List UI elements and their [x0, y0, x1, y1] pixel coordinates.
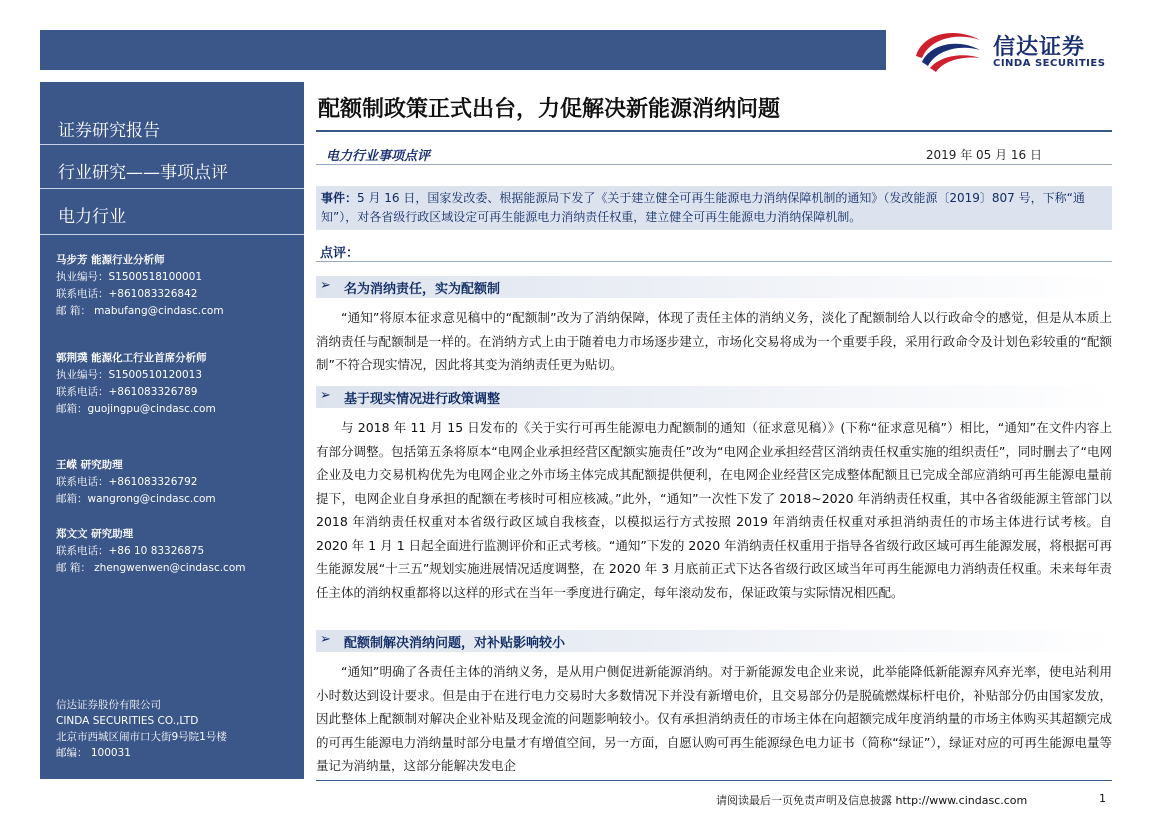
event-label: 事件： — [321, 191, 358, 205]
analyst-email: 邮 箱： mabufang@cindasc.com — [56, 305, 224, 317]
analyst-email: 邮 箱： zhengwenwen@cindasc.com — [56, 562, 246, 574]
header-bar — [40, 30, 886, 70]
section-title: 基于现实情况进行政策调整 — [344, 392, 501, 407]
arrow-bullet-icon: ➢ — [320, 388, 331, 403]
analyst-id: 执业编号：S1500510120013 — [56, 369, 203, 381]
comment-header — [316, 238, 1112, 262]
analyst-phone: 联系电话：+861083326842 — [56, 288, 198, 300]
company-name-cn: 信达证券股份有限公司 — [56, 699, 161, 711]
cinda-logo — [912, 26, 1127, 74]
analyst-card — [56, 350, 216, 418]
footer-divider — [316, 780, 1112, 781]
report-title: 配额制政策正式出台，力促解决新能源消纳问题 — [318, 97, 781, 122]
page-number: 1 — [1099, 792, 1106, 805]
logo-english-text: CINDA SECURITIES — [993, 58, 1106, 69]
analyst-name: 郑文文 研究助理 — [56, 528, 134, 540]
section-paragraph: 与 2018 年 11 月 15 日发布的《关于实行可再生能源电力配额制的通知（征求意见稿）》(下称“征求意见稿”）相比，“通知”在文件内容上有部分调整。包括第五条将原本“电网企业承担经营区配额实施责任”改为“电网企业承担经营区消纳责任权重实施的组织责任”，同时删去了“电网企业及电力交易机构优先为电网企业之外市场主体完成其配额提供便利，在电网企业经营区完成整体配额且已完成全部应消纳可再生能源电量前提下，电网企业自身承担的配额在考核时可相应核减。”此外，“通知”一次性下发了 2018~2020 年消纳责任权重，其中各省级能源主管部门以 2018 年消纳责任权重对本省级行政区域自我核查，以模拟运行方式按照 2019 年消纳责任权重对承担消纳责任的市场主体进行试考核。自 2020 年 1 月 1 日起全面进行监测评价和正式考核。“通知”下发的 2020 年消纳责任权重用于指导各省级行政区域可再生能源发展，将根据可再生能源发展“十三五”规划实施进展情况适度调整，在 2020 年 3 月底前正式下达各省级行政区域当年可再生能源电力消纳责任权重。未来每年责任主体的消纳权重都将以这样的形式在当年一季度进行确定，每年滚动发布，保证政策与实际情况相匹配。 — [316, 420, 1112, 600]
analyst-phone: 联系电话：+861083326789 — [56, 386, 198, 398]
sidebar-divider — [40, 144, 304, 145]
section-heading — [316, 276, 1112, 298]
sidebar-divider — [40, 188, 304, 189]
analyst-id: 执业编号：S1500518100001 — [56, 271, 203, 283]
section-paragraph: “通知”明确了各责任主体的消纳义务，是从用户侧促进新能源消纳。对于新能源发电企业来说，此举能降低新能源弃风弃光率，使电站利用小时数达到设计要求。但是由于在进行电力交易时大多数情况下并没有新增电价，且交易部分仍是脱硫燃煤标杆电价，补贴部分仍由国家发放，因此整体上配额制对解决企业补贴及现金流的问题影响较小。仅有承担消纳责任的市场主体在向超额完成年度消纳量的市场主体购买其超额完成的可再生能源电力消纳量时部分电量才有增值空间，另一方面，自愿认购可再生能源绿色电力证书（简称“绿证”），绿证对应的可再生能源电量等量记为消纳量，这部分能解决发电企 — [316, 664, 1112, 773]
report-type-label: 电力行业事项点评 — [326, 149, 431, 164]
logo-chinese-text: 信达证券 — [993, 35, 1086, 60]
sidebar — [40, 82, 304, 779]
sidebar-category-industry: 电力行业 — [58, 207, 126, 227]
section-title: 名为消纳责任，实为配额制 — [344, 282, 501, 297]
event-text: 5 月 16 日，国家发改委、根据能源局下发了《关于建立健全可再生能源电力消纳保障机制的通知》（发改能源〔2019〕807 号，下称“通知”），对各省级行政区域设定可再生能源电力消纳责任权重，建立健全可再生能源电力消纳保障机制。 — [321, 191, 1085, 224]
company-name-en: CINDA SECURITIES CO.,LTD — [56, 715, 199, 727]
sidebar-divider — [40, 234, 304, 235]
analyst-phone: 联系电话：+86 10 83326875 — [56, 545, 205, 557]
analyst-phone: 联系电话：+861083326792 — [56, 476, 198, 488]
company-address: 北京市西城区闹市口大街9号院1号楼 — [56, 731, 227, 743]
section-title: 配额制解决消纳问题，对补贴影响较小 — [344, 636, 566, 651]
arrow-bullet-icon: ➢ — [320, 278, 331, 293]
report-subheader — [316, 141, 1112, 165]
section-paragraph: “通知”将原本征求意见稿中的“配额制”改为了消纳保障，体现了责任主体的消纳义务，淡化了配额制给人以行政命令的感觉，但是从本质上消纳责任与配额制是一样的。在消纳方式上由于随着电力市场逐步建立，市场化交易将成为一个重要手段，采用行政命令及计划色彩较重的“配额制”不符合现实情况，因此将其变为消纳责任更为贴切。 — [316, 310, 1112, 372]
section-heading — [316, 386, 1112, 408]
report-date: 2019 年 05 月 16 日 — [925, 148, 1042, 162]
sidebar-category-report-type: 证券研究报告 — [58, 121, 160, 141]
event-summary-box — [316, 186, 1112, 230]
company-postcode: 邮编： 100031 — [56, 747, 131, 759]
analyst-name: 马步芳 能源行业分析师 — [56, 254, 165, 266]
section-heading — [316, 630, 1112, 652]
comment-label: 点评： — [320, 246, 360, 261]
title-divider — [316, 130, 1112, 132]
analyst-card — [56, 526, 245, 577]
analyst-email: 邮箱：wangrong@cindasc.com — [56, 493, 216, 505]
analyst-card — [56, 457, 216, 508]
sidebar-category-research-type: 行业研究——事项点评 — [58, 163, 228, 183]
analyst-name: 王嵘 研究助理 — [56, 459, 123, 471]
arrow-bullet-icon: ➢ — [320, 632, 331, 647]
analyst-name: 郭荆璞 能源化工行业首席分析师 — [56, 352, 207, 364]
analyst-card — [56, 252, 224, 320]
company-info — [56, 697, 227, 761]
cinda-swoosh-icon — [912, 26, 984, 74]
analyst-email: 邮箱：guojingpu@cindasc.com — [56, 403, 216, 415]
footer-disclaimer: 请阅读最后一页免责声明及信息披露 http://www.cindasc.com — [716, 794, 1028, 807]
